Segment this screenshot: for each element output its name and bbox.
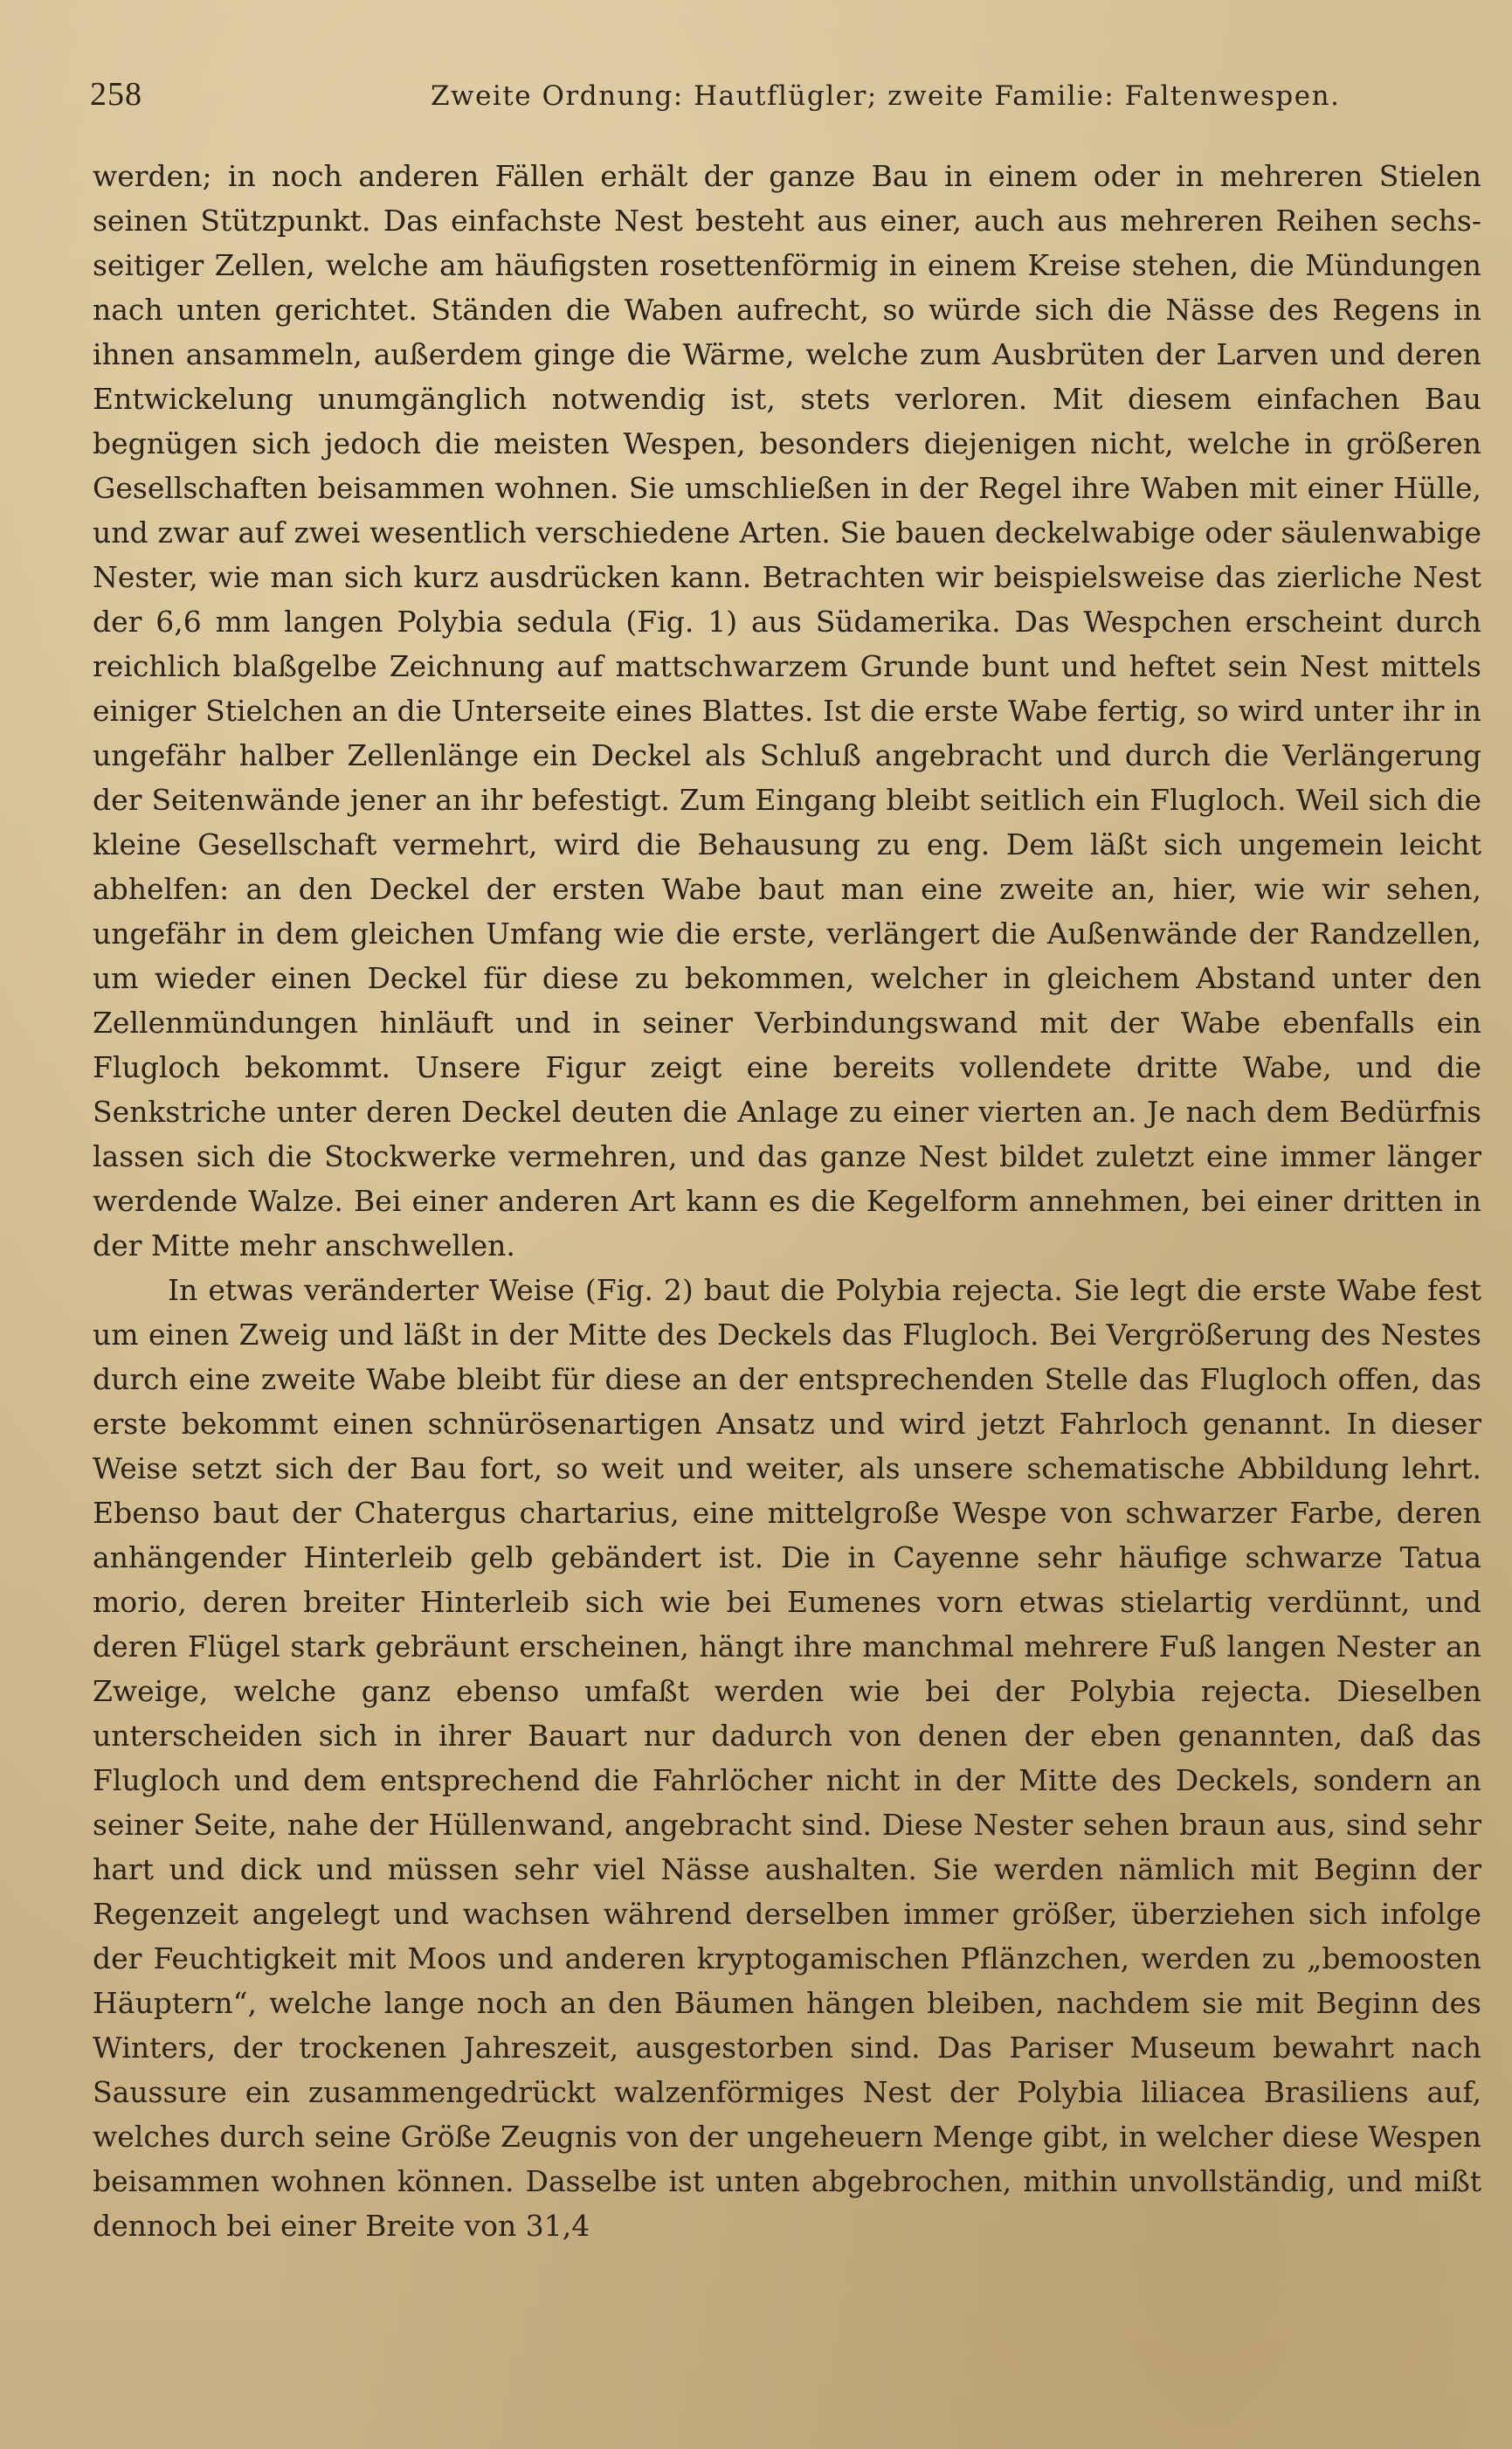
paragraph: werden; in noch anderen Fällen erhält der ganze Bau in einem oder in mehreren Stielen seinen Stützpunkt. Das einfachste Nest besteht aus einer, auch aus mehreren Reihen sechsseitiger Zellen, welche am häufigsten rosettenförmig in einem Kreise stehen, die Mündungen nach unten gerichtet. Ständen die Waben aufrecht, so würde sich die Nässe des Regens in ihnen ansammeln, außerdem ginge die Wärme, welche zum Ausbrüten der Larven und deren Entwickelung unumgänglich notwendig ist, stets verloren. Mit diesem einfachen Bau begnügen sich jedoch die meisten Wespen, besonders diejenigen nicht, welche in größeren Gesellschaften beisammen wohnen. Sie umschließen in der Regel ihre Waben mit einer Hülle, und zwar auf zwei wesentlich verschiedene Arten. Sie bauen deckelwabige oder säulenwabige Nester, wie man sich kurz ausdrücken kann. Betrachten wir beispielsweise das zierliche Nest der 6,6 mm langen Polybia sedula (Fig. 1) aus Südamerika. Das Wespchen erscheint durch reichlich blaßgelbe Zeichnung auf mattschwarzem Grunde bunt und heftet sein Nest mittels einiger Stielchen an die Unterseite eines Blattes. Ist die erste Wabe fertig, so wird unter ihr in ungefähr halber Zellenlänge ein Deckel als Schluß angebracht und durch die Verlängerung der Seitenwände jener an ihr befestigt. Zum Eingang bleibt seitlich ein Flugloch. Weil sich die kleine Gesellschaft vermehrt, wird die Behausung zu eng. Dem läßt sich ungemein leicht abhelfen: an den Deckel der ersten Wabe baut man eine zweite an, hier, wie wir sehen, ungefähr in dem gleichen Umfang wie die erste, verlängert die Außenwände der Randzellen, um wieder einen Deckel für diese zu bekommen, welcher in gleichem Abstand unter den Zellenmündungen hinläuft und in seiner Verbindungswand mit der Wabe ebenfalls ein Flugloch bekommt. Unsere Figur zeigt eine bereits vollendete dritte Wabe, und die Senkstriche unter deren Deckel deuten die Anlage zu einer vierten an. Je nach dem Bedürfnis lassen sich die Stockwerke vermehren, und das ganze Nest bildet zuletzt eine immer länger werdende Walze. Bei einer anderen Art kann es die Kegelform annehmen, bei einer dritten in der Mitte mehr anschwellen. [93, 159, 1481, 1263]
page-number: 258 [90, 76, 142, 113]
running-head: Zweite Ordnung: Hautflügler; zweite Familie: Faltenwespen. [431, 80, 1341, 112]
paragraph: In etwas veränderter Weise (Fig. 2) baut die Polybia rejecta. Sie legt die erste Wabe fest um einen Zweig und läßt in der Mitte des Deckels das Flugloch. Bei Vergrößerung des Nestes durch eine zweite Wabe bleibt für diese an der entsprechenden Stelle das Flugloch offen, das erste bekommt einen schnürösenartigen Ansatz und wird jetzt Fahrloch genannt. In dieser Weise setzt sich der Bau fort, so weit und weiter, als unsere schematische Abbildung lehrt. Ebenso baut der Chatergus chartarius, eine mittelgroße Wespe von schwarzer Farbe, deren anhängender Hinterleib gelb gebändert ist. Die in Cayenne sehr häufige schwarze Tatua morio, deren breiter Hinterleib sich wie bei Eumenes vorn etwas stielartig verdünnt, und deren Flügel stark gebräunt erscheinen, hängt ihre manchmal mehrere Fuß langen Nester an Zweige, welche ganz ebenso umfaßt werden wie bei der Polybia rejecta. Dieselben unterscheiden sich in ihrer Bauart nur dadurch von denen der eben genannten, daß das Flugloch und dem entsprechend die Fahrlöcher nicht in der Mitte des Deckels, sondern an seiner Seite, nahe der Hüllenwand, angebracht sind. Diese Nester sehen braun aus, sind sehr hart und dick und müssen sehr viel Nässe aushalten. Sie werden nämlich mit Beginn der Regenzeit angelegt und wachsen während derselben immer größer, überziehen sich infolge der Feuchtigkeit mit Moos und anderen kryptogamischen Pflänzchen, werden zu „bemoosten Häuptern“, welche lange noch an den Bäumen hängen bleiben, nachdem sie mit Beginn des Winters, der trockenen Jahreszeit, ausgestorben sind. Das Pariser Museum bewahrt nach Saussure ein zusammengedrückt walzenförmiges Nest der Polybia liliacea Brasiliens auf, welches durch seine Größe Zeugnis von der ungeheuern Menge gibt, in welcher diese Wespen beisammen wohnen können. Dasselbe ist unten abgebrochen, mithin unvollständig, und mißt dennoch bei einer Breite von 31,4 [93, 1273, 1481, 2243]
page-header [90, 75, 1483, 124]
body-text [93, 154, 1481, 2248]
